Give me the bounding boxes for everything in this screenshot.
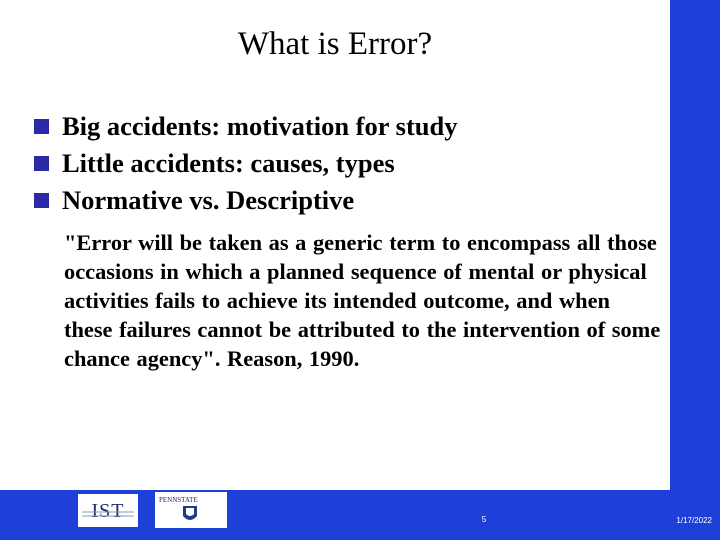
square-bullet-icon [34,193,49,208]
bullet-list [34,108,664,219]
ist-logo-text: IST [91,500,125,522]
ist-logo [78,494,138,527]
bullet-item [34,108,664,145]
bullet-text: Normative vs. Descriptive [62,185,355,215]
penn-state-logo [155,492,227,528]
bullet-item [34,182,664,219]
bullet-text: Big accidents: motivation for study [62,111,458,141]
bullet-text: Little accidents: causes, types [62,148,395,178]
slide-date: 1/17/2022 [676,516,712,525]
right-accent-bar [670,0,720,540]
square-bullet-icon [34,156,49,171]
reason-quote: "Error will be taken as a generic term to encompass all those occasions in which a planned sequence of mental or physical activities fails to achieve its intended outcome, and when these failures cannot be attributed to the intervention of some chance agency". Reason, 1990. [64,230,661,371]
penn-state-logo-text: PENNSTATE [159,496,198,504]
square-bullet-icon [34,119,49,134]
bullet-item [34,145,664,182]
slide-title: What is Error? [237,26,433,62]
slide-number: 5 [481,515,487,524]
